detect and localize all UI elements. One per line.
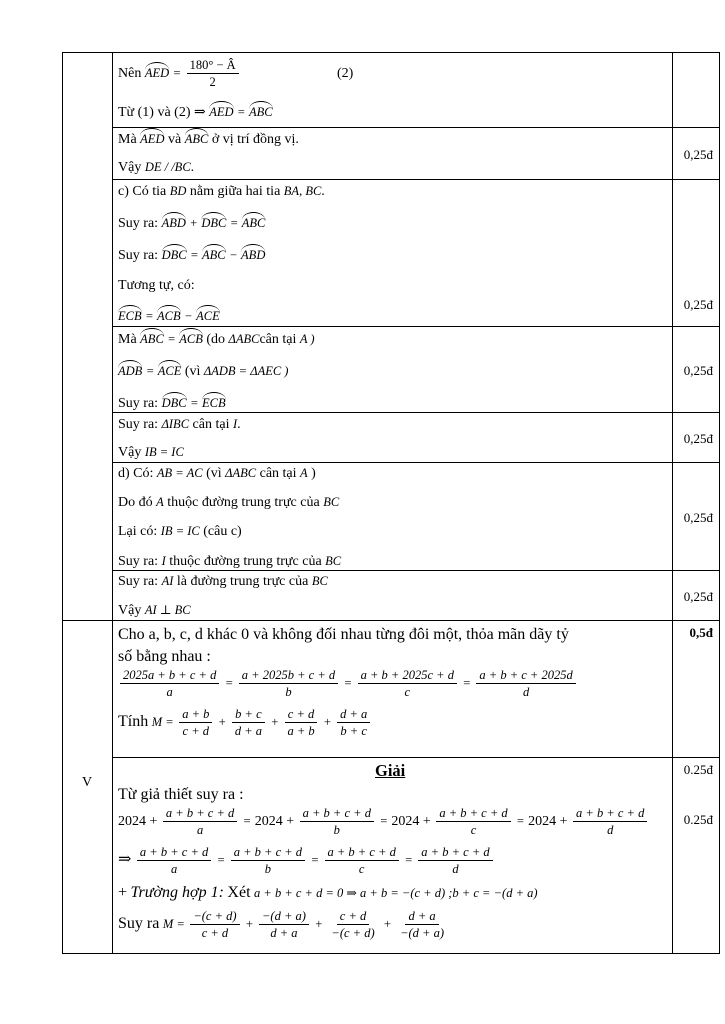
r9-line-1: Từ giả thiết suy ra : — [118, 786, 244, 803]
r9-equality-chain: 2024 + $\frac{a + b + c + d}{a}$ = 2024 + $\frac{a + b + c + d}{b}$ = 2024 + $\frac{a + b + c + d}{c}$ = 2024 + $\frac{a + b + c + d}{d}$ — [118, 806, 649, 838]
score-r9-a: 0.25đ — [683, 762, 713, 777]
table-bottom-border — [62, 953, 720, 954]
r6-line-2: Do đó A thuộc đường trung trực của BC — [118, 495, 340, 510]
r3-line-4: Tương tự, có: — [118, 278, 195, 293]
score-r3: 0,25đ — [683, 297, 713, 312]
row-divider — [112, 570, 720, 571]
score-r4: 0,25đ — [683, 363, 713, 378]
solution-title: Giải — [375, 761, 406, 780]
r3-line-1: c) Có tia BD nằm giữa hai tia BA, BC. — [118, 184, 325, 199]
score-r8: 0,5đ — [689, 625, 713, 640]
table-left-border — [62, 52, 63, 954]
r7-line-1: Suy ra: AI là đường trung trực của BC — [118, 574, 328, 589]
r7-line-2: Vậy AI ⊥ BC — [118, 603, 191, 618]
r8-line-1: Cho a, b, c, d khác 0 và không đối nhau từng đôi một, thỏa mãn dãy tỷ — [118, 626, 569, 643]
score-r6: 0,25đ — [683, 510, 713, 525]
r1-line-2: Từ (1) và (2) ⇒ AED = ABC — [118, 105, 273, 120]
row-divider — [112, 757, 720, 758]
table-right-border — [719, 52, 720, 954]
r3-line-3: Suy ra: DBC = ABC − ABD — [118, 248, 266, 263]
r5-line-2: Vậy IB = IC — [118, 445, 184, 460]
r1-tag: (2) — [337, 66, 354, 81]
r9-result: Suy ra M = $\frac{-(c + d)}{c + d}$ + $\frac{-(d + a)}{d + a}$ + $\frac{c + d}{-(c + d)}$ + $\frac{d + a}{-(d + a)}$ — [118, 909, 445, 941]
r8-compute-m: Tính M = $\frac{a + b}{c + d}$ + $\frac{b + c}{d + a}$ + $\frac{c + d}{a + b}$ + $\frac{d + a}{b + c}$ — [118, 707, 372, 739]
section-divider — [62, 620, 720, 621]
fraction-180-minus-a: $\frac{180^\circ - Â}{2}$ — [187, 58, 239, 90]
score-r2: 0,25đ — [683, 147, 713, 162]
row-divider — [112, 179, 720, 180]
section-roman-numeral: V — [82, 775, 93, 790]
row-divider — [112, 326, 720, 327]
r9-case-1: + Trường hợp 1: Xét a + b + c + d = 0 ⇒ a + b = −(c + d) ;b + c = −(d + a) — [118, 884, 538, 901]
r1-line-1: Nên AED = $\frac{180^\circ - Â}{2}$ — [118, 58, 241, 90]
r2-line-1: Mà AED và ABC ở vị trí đồng vị. — [118, 132, 299, 147]
r3-line-2: Suy ra: ABD + DBC = ABC — [118, 216, 266, 231]
score-r7: 0,25đ — [683, 589, 713, 604]
r4-line-3: Suy ra: DBC = ECB — [118, 396, 226, 411]
r6-line-3: Lại có: IB = IC (câu c) — [118, 524, 242, 539]
table-col-divider-2 — [672, 52, 673, 954]
r2-line-2: Vậy DE / /BC. — [118, 160, 195, 175]
score-r9-b: 0.25đ — [683, 812, 713, 827]
table-col-divider-1 — [112, 52, 113, 954]
r6-line-4: Suy ra: I thuộc đường trung trực của BC — [118, 554, 342, 569]
angle-aed: AED — [144, 66, 170, 81]
r6-line-1: d) Có: AB = AC (vì ΔABC cân tại A ) — [118, 466, 316, 481]
r4-line-1: Mà ABC = ACB (do ΔABCcân tại A ) — [118, 332, 315, 347]
r8-ratio-chain: $\frac{2025a + b + c + d}{a}$ = $\frac{a + 2025b + c + d}{b}$ = $\frac{a + b + 2025c + d}{c}$ = $\frac{a + b + c + 2025d}{d}$ — [118, 668, 578, 700]
row-divider — [112, 127, 720, 128]
score-r5: 0,25đ — [683, 431, 713, 446]
r5-line-1: Suy ra: ΔIBC cân tại I. — [118, 417, 241, 432]
r3-line-5: ECB = ACB − ACE — [118, 309, 220, 323]
r4-line-2: ADB = ACE (vì ΔADB = ΔAEC ) — [118, 364, 289, 379]
row-divider — [112, 412, 720, 413]
table-top-border — [62, 52, 720, 53]
r8-line-2: số bằng nhau : — [118, 648, 211, 665]
row-divider — [112, 462, 720, 463]
r9-implication: ⇒ $\frac{a + b + c + d}{a}$ = $\frac{a + b + c + d}{b}$ = $\frac{a + b + c + d}{c}$ = $\frac{a + b + c + d}{d}$ — [118, 845, 495, 877]
